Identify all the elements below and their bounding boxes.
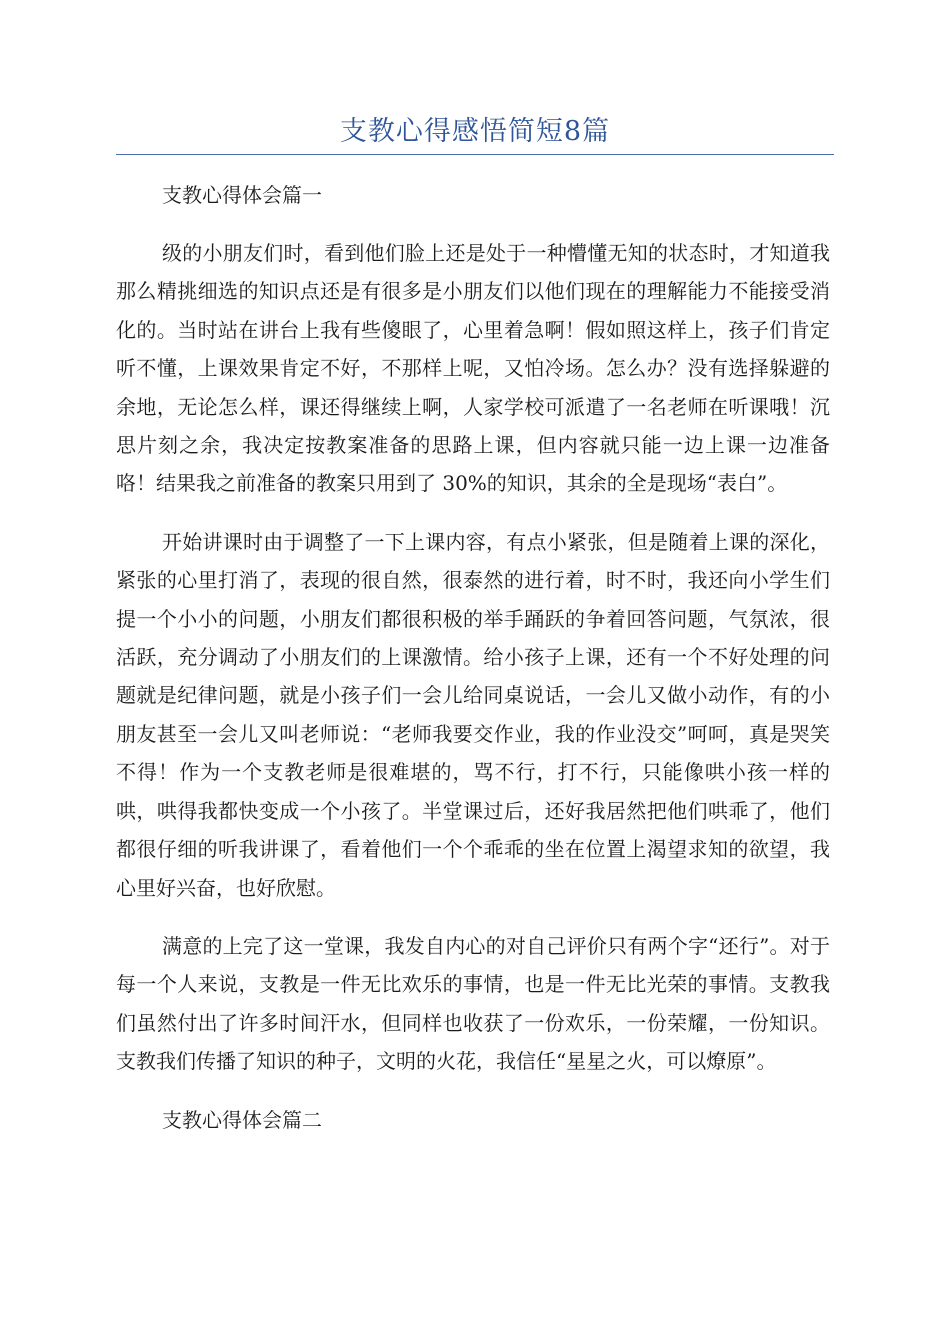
document-title: 支教心得感悟简短8篇 xyxy=(339,116,611,147)
section-heading-1: 支教心得体会篇一 xyxy=(162,183,322,207)
paragraph-2: 开始讲课时由于调整了一下上课内容，有点小紧张，但是随着上课的深化，紧张的心里打消了，表现的很自然，很泰然的进行着，时不时，我还向小学生们提一个小小的问题，小朋友们都很积极的举手踊跃的争着回答问题，气氛浓，很活跃，充分调动了小朋友们的上课激情。给小孩子上课，还有一个不好处理的问题就是纪律问题，就是小孩子们一会儿给同桌说话，一会儿又做小动作，有的小朋友甚至一会儿又叫老师说：“老师我要交作业，我的作业没交”呵呵，真是哭笑不得！作为一个支教老师是很难堪的，骂不行，打不行，只能像哄小孩一样的哄，哄得我都快变成一个小孩了。半堂课过后，还好我居然把他们哄乖了，他们都很仔细的听我讲课了，看着他们一个个乖乖的坐在位置上渴望求知的欲望，我心里好兴奋，也好欣慰。 xyxy=(116,529,830,900)
title-underline xyxy=(116,154,834,155)
document-body xyxy=(116,176,830,1159)
paragraph-3: 满意的上完了这一堂课，我发自内心的对自己评价只有两个字“还行”。对于每一个人来说，支教是一件无比欢乐的事情，也是一件无比光荣的事情。支教我们虽然付出了许多时间汗水，但同样也收获了一份欢乐，一份荣耀，一份知识。支教我们传播了知识的种子，文明的火花，我信任“星星之火，可以燎原”。 xyxy=(116,933,830,1074)
section-heading-2: 支教心得体会篇二 xyxy=(162,1107,322,1132)
paragraph-1: 级的小朋友们时，看到他们脸上还是处于一种懵懂无知的状态时，才知道我那么精挑细选的知识点还是有很多是小朋友们以他们现在的理解能力不能接受消化的。当时站在讲台上我有些傻眼了，心里着急啊！假如照这样上，孩子们肯定听不懂，上课效果肯定不好，不那样上呢，又怕冷场。怎么办？没有选择躲避的余地，无论怎么样，课还得继续上啊，人家学校可派遣了一名老师在听课哦！沉思片刻之余，我决定按教案准备的思路上课，但内容就只能一边上课一边准备咯！结果我之前准备的教案只用到了 30%的知识，其余的全是现场“表白”。 xyxy=(116,241,830,496)
